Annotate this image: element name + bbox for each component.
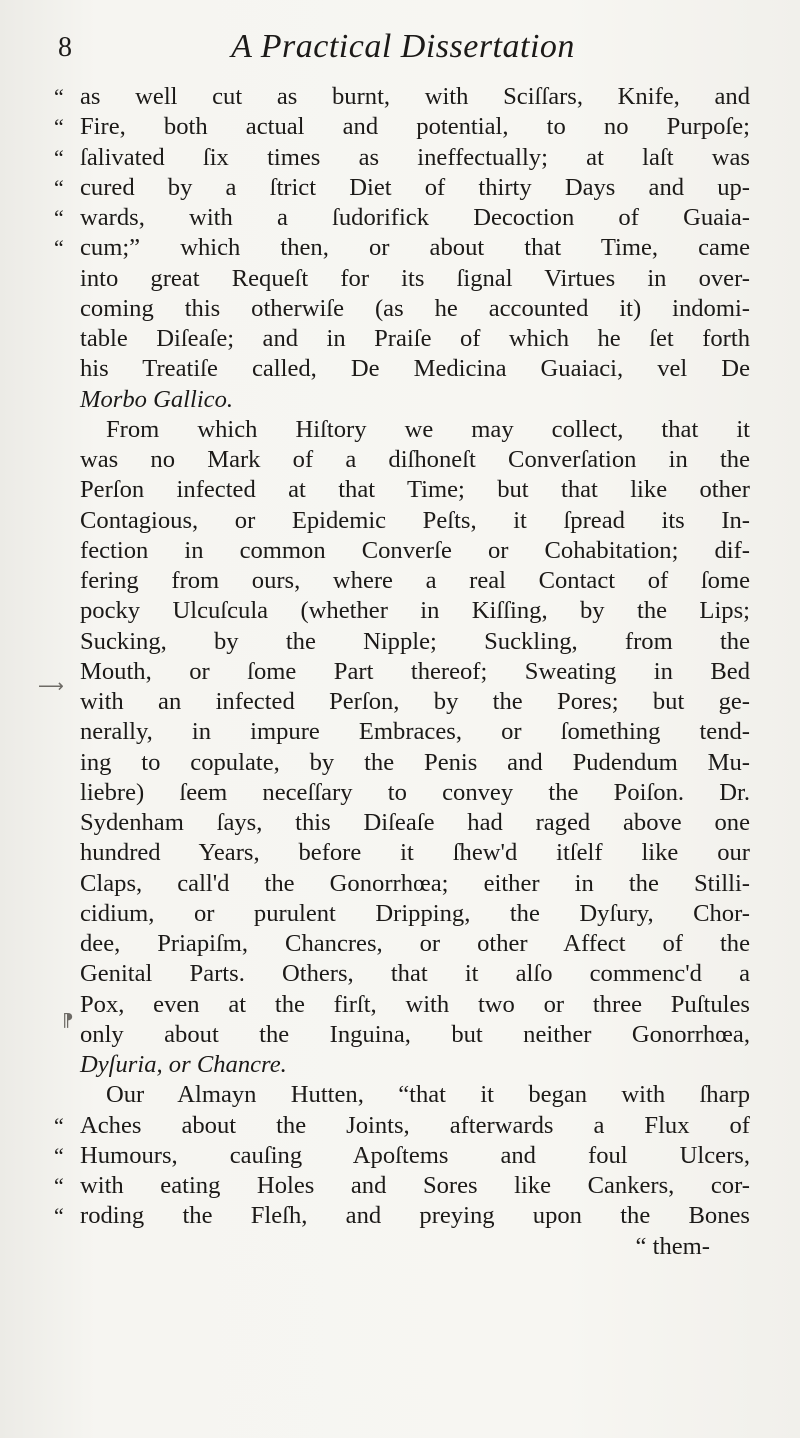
text-line: Sucking, by the Nipple; Suckling, from the (80, 627, 750, 655)
text-line: ing to copulate, by the Penis and Pudendum Mu- (80, 748, 750, 776)
page-number: 8 (58, 32, 72, 63)
text-line: roding the Fleſh, and preying upon the Bones (80, 1202, 750, 1230)
text-line: wards, with a ſudorifick Decoction of Guaia- (80, 204, 750, 231)
text-line: hundred Years, before it ſhew'd itſelf like our (80, 839, 750, 867)
text-line: with an infected Perſon, by the Pores; but ge- (80, 688, 750, 715)
text-line: Morbo Gallico. (80, 385, 234, 413)
text-line: Genital Parts. Others, that it alſo commenc'd a (80, 960, 750, 988)
text-line: liebre) ſeem neceſſary to convey the Poiſon. Dr. (80, 778, 750, 806)
text-line: table Diſeaſe; and in Praiſe of which he ſet forth (80, 325, 750, 352)
page-header (58, 22, 748, 72)
running-title: A Practical Dissertation (231, 28, 575, 65)
text-line: Perſon infected at that Time; but that like other (80, 476, 750, 504)
text-line: ſalivated ſix times as ineffectually; at laſt was (80, 143, 750, 171)
text-line: his Treatiſe called, De Medicina Guaiaci, vel De (80, 355, 750, 383)
text-line: was no Mark of a diſhoneſt Converſation in the (80, 446, 750, 473)
text-line: Mouth, or ſome Part thereof; Sweating in Bed (80, 657, 750, 685)
text-line: nerally, in impure Embraces, or ſomething tend- (80, 718, 750, 746)
text-line: cum;” which then, or about that Time, came (80, 234, 750, 262)
text-line: fection in common Converſe or Cohabitation; dif- (80, 536, 750, 564)
text-line: with eating Holes and Sores like Cankers, cor- (80, 1172, 750, 1199)
text-line: Fire, both actual and potential, to no Purpoſe; (80, 113, 750, 141)
text-line: Pox, even at the firſt, with two or three Puſtules (80, 990, 750, 1018)
text-line: cured by a ſtrict Diet of thirty Days and up- (80, 173, 750, 201)
body-text: “ as well cut as burnt, with Sciſſars, Knife, and “ Fire, both actual and potential, to no Purpoſe; “ ſalivated ſix times as ineffectually; at laſt was “ cured by a ſtrict Diet of thirty Days and up- “ wards, with a ſudorifick Decoction of Guaia- “ cum;” which then, or about that Time, came into great Requeſt for its ſignal Virtues in over- coming this otherwiſe (as he accounted it) indomi- table Diſeaſe; and in Praiſe of which he ſet forth his Treatiſe called, De Medicina Guaiaci, vel De Morbo Gallico. From which Hiſtory we may collect, that it was no Mark of a diſhoneſt Converſation in the Perſon infected at that Time; but that like other Contagious, or Epidemic Peſts, it ſpread its In- fection in common Converſe or Cohabitation; dif- fering from ours, where a real Contact of ſome pocky Ulcuſcula (whether in Kiſſing, by the Lips; Sucking, by the Nipple; Suckling, from the Mouth, or ſome Part thereof; Sweating in Bed with an infected Perſon, by the Pores; but ge- nerally, in impure Embraces, or ſomething tend- ing to copulate, by the Penis and Pudendum Mu- liebre) ſeem neceſſary to convey the Poiſon. Dr. Sydenham ſays, this Diſeaſe had raged above one hundred Years, before it ſhew'd itſelf like our Claps, call'd the Gonorrhœa; either in the Stilli- cidium, or purulent Dripping, the Dyſury, Chor- dee, Priapiſm, Chancres, or other Affect of the Genital Parts. Others, that it alſo commenc'd a Pox, even at the firſt, with two or three Puſtules only about the Inguina, but neither Gonorrhœa, Dyſuria, or Chancre. Our Almayn Hutten, “that it began with ſharp “ Aches about the Joints, afterwards a Flux of “ Humours, cauſing Apoſtems and foul Ulcers, “ with eating Holes and Sores like Cankers, cor- “ roding the Fleſh, and preying upon the Bones “ them- (54, 83, 750, 1260)
text-line: Aches about the Joints, afterwards a Flux of (80, 1111, 750, 1139)
text-line: as well cut as burnt, with Sciſſars, Knife, and (80, 83, 750, 110)
margin-bullet-mark: ⁋ (62, 1010, 74, 1031)
text-line: Humours, cauſing Apoſtems and foul Ulcers, (80, 1141, 750, 1169)
margin-arrow-mark: ⟶ (38, 676, 64, 697)
text-line: fering from ours, where a real Contact of ſome (80, 567, 750, 594)
text-line: into great Requeſt for its ſignal Virtues in over- (80, 264, 750, 292)
text-line: From which Hiſtory we may collect, that it (106, 415, 750, 443)
text-line: dee, Priapiſm, Chancres, or other Affect of the (80, 930, 750, 957)
text-line: Sydenham ſays, this Diſeaſe had raged above one (80, 809, 750, 836)
catchword: “ them- (635, 1232, 710, 1260)
text-line: Claps, call'd the Gonorrhœa; either in the Stilli- (80, 869, 750, 897)
text-line: coming this otherwiſe (as he accounted it) indomi- (80, 294, 750, 322)
text-line: Dyſuria, or Chancre. (80, 1051, 287, 1078)
text-line: cidium, or purulent Dripping, the Dyſury, Chor- (80, 899, 750, 927)
text-line: Contagious, or Epidemic Peſts, it ſpread its In- (80, 506, 750, 534)
text-line: Our Almayn Hutten, “that it began with ſharp (106, 1081, 750, 1109)
text-line: pocky Ulcuſcula (whether in Kiſſing, by the Lips; (80, 597, 750, 625)
text-line: only about the Inguina, but neither Gonorrhœa, (80, 1020, 750, 1048)
